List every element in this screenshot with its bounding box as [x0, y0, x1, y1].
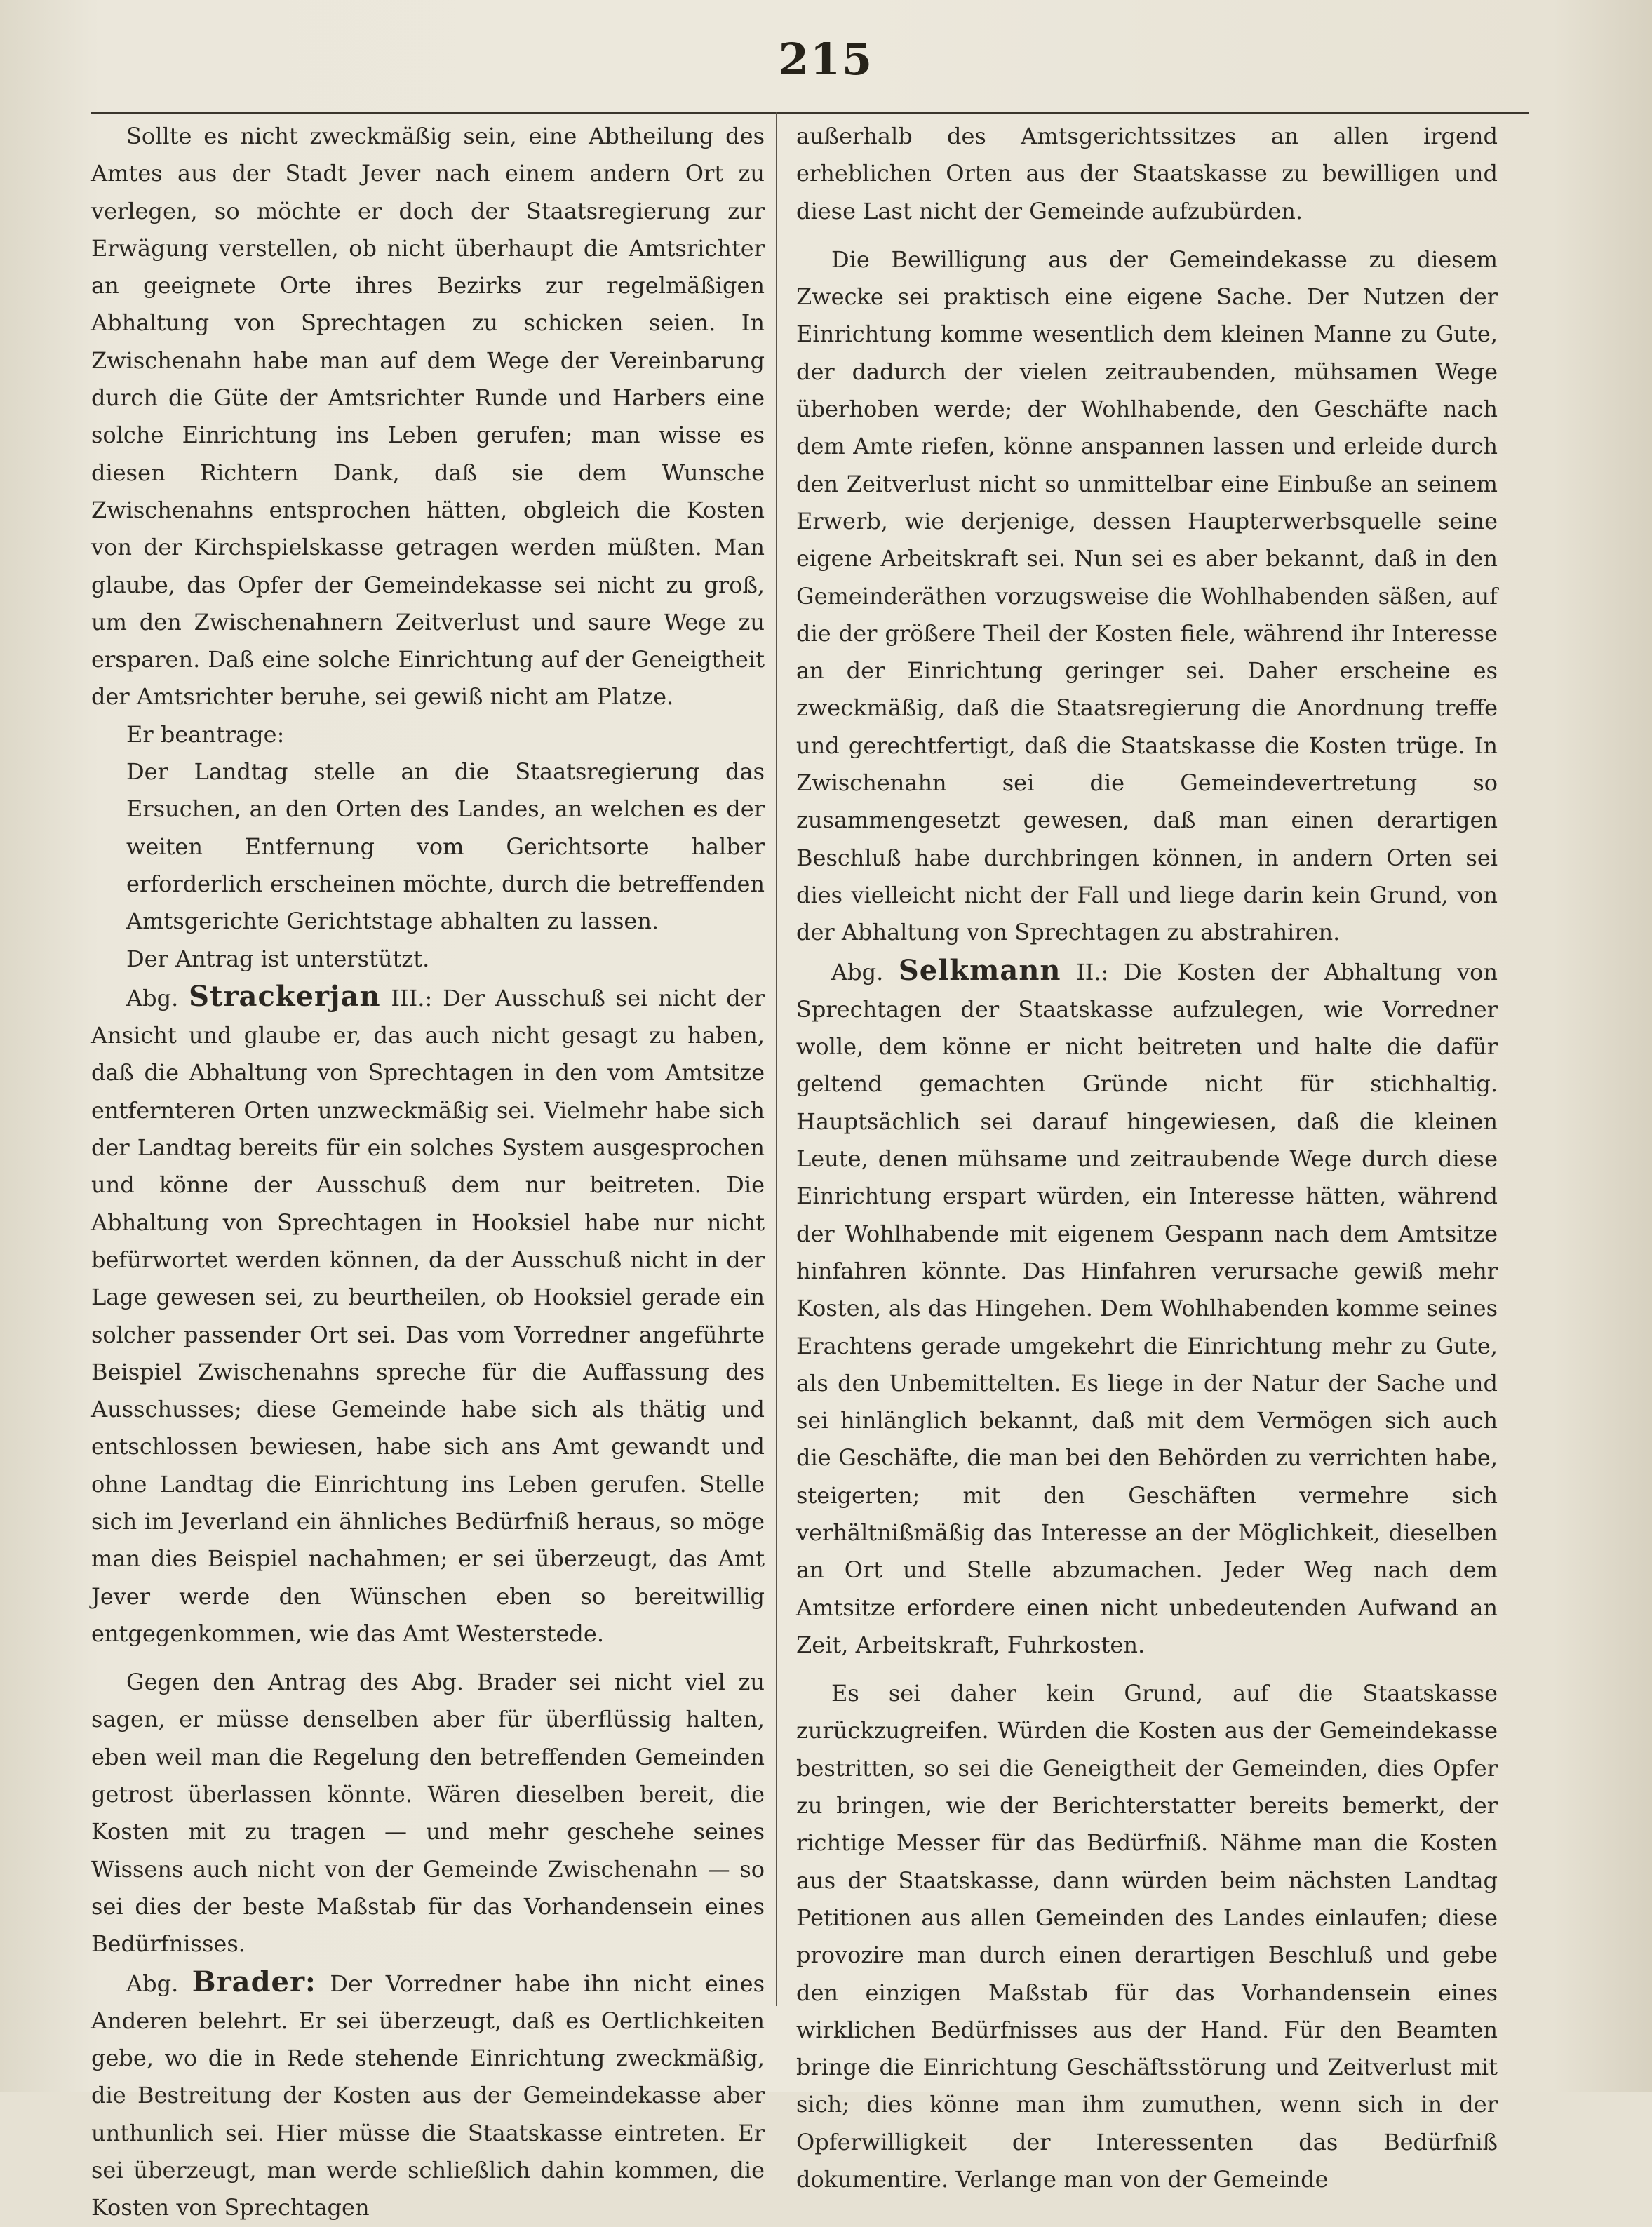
column-divider	[776, 112, 777, 2006]
paragraph: Gegen den Antrag des Abg. Brader sei nicht viel zu sagen, er müsse denselben aber für überflüssig halten, eben weil man die Regelung den betreffenden Gemeinden getrost überlassen könnte. Wären dieselben bereit, die Kosten mit zu tragen — und mehr geschehe seines Wissens auch nicht von der Gemeinde Zwischenahn — so sei dies der beste Maßstab für das Vorhandensein eines Bedürfnisses.	[91, 1669, 765, 1958]
speaker-name: Brader:	[192, 1965, 316, 1998]
speaker-prefix: Abg.	[126, 1970, 179, 1997]
paragraph: Sollte es nicht zweckmäßig sein, eine Abtheilung des Amtes aus der Stadt Jever nach einem andern Ort zu verlegen, so möchte er doch der Staatsregierung zur Erwägung verstellen, ob nicht überhaupt die Amtsrichter an geeignete Orte ihres Bezirks zur regelmäßigen Abhaltung von Sprechtagen zu schicken seien. In Zwischenahn habe man auf dem Wege der Vereinbarung durch die Güte der Amtsrichter Runde und Harbers eine solche Einrichtung ins Leben gerufen; man wisse es diesen Richtern Dank, daß sie dem Wunsche Zwischenahns entsprochen hätten, obgleich die Kosten von der Kirchspielskasse getragen werden müßten. Man glaube, das Opfer der Gemeindekasse sei nicht zu groß, um den Zwischenahnern Zeitverlust und saure Wege zu ersparen. Daß eine solche Einrichtung auf der Geneigtheit der Amtsrichter beruhe, sei gewiß nicht am Platze.	[91, 123, 765, 711]
paragraph: Der Antrag ist unterstützt.	[126, 945, 430, 972]
speech-text: II.: Die Kosten der Abhaltung von Sprechtagen der Staatskasse aufzulegen, wie Vorredner wolle, dem könne er nicht beitreten und halte die dafür geltend gemachten Gründe nicht für stichhaltig. Hauptsächlich sei darauf hingewiesen, daß die kleinen Leute, denen mühsame und zeitraubende Wege durch diese Einrichtung erspart würden, ein Interesse hätten, während der Wohlhabende mit eigenem Gespann nach dem Amtsitze hinfahren könnte. Das Hinfahren verursache gewiß mehr Kosten, als das Hingehen. Dem Wohlhabenden komme seines Erachtens gerade umgekehrt die Einrichtung mehr zu Gute, als den Unbemittelten. Es liege in der Natur der Sache und sei hinlänglich bekannt, daß mit dem Vermögen sich auch die Geschäfte, die man bei den Behörden zu verrichten habe, steigerten; mit den Geschäften vermehre sich verhältnißmäßig das Interesse an der Möglichkeit, dieselben an Ort und Stelle abzumachen. Jeder Weg nach dem Amtsitze erfordere einen nicht unbedeutenden Aufwand an Zeit, Arbeitskraft, Fuhrkosten.	[796, 958, 1498, 1658]
speech-text: Der Vorredner habe ihn nicht eines Anderen belehrt. Er sei überzeugt, daß es Oertlichkeiten gebe, wo die in Rede stehende Einrichtung zweckmäßig, die Bestreitung der Kosten aus der Gemeindekasse aber unthunlich sei. Hier müsse die Staatskasse eintreten. Er sei überzeugt, man werde schließlich dahin kommen, die Kosten von Sprechtagen	[91, 1970, 765, 2221]
speech-paragraph	[796, 952, 1498, 1664]
speaker-prefix: Abg.	[126, 984, 179, 1011]
header-rule	[91, 112, 1529, 114]
speaker-name: Selkmann	[898, 953, 1061, 987]
speech-paragraph	[91, 1963, 765, 2227]
page-number: 215	[778, 34, 874, 85]
speech-paragraph	[91, 978, 765, 1653]
left-column	[91, 118, 765, 2227]
right-column	[796, 118, 1498, 2198]
motion-text: Der Landtag stelle an die Staatsregierung das Ersuchen, an den Orten des Landes, an welchen es der weiten Entfernung vom Gerichtsorte halber erforderlich erscheinen möchte, durch die betreffenden Amtsgerichte Gerichtstage abhalten zu lassen.	[126, 758, 765, 935]
paragraph: Es sei daher kein Grund, auf die Staatskasse zurückzugreifen. Würden die Kosten aus der Gemeindekasse bestritten, so sei die Geneigtheit der Gemeinden, dies Opfer zu bringen, wie der Berichterstatter bereits bemerkt, der richtige Messer für das Bedürfniß. Nähme man die Kosten aus der Staatskasse, dann würden beim nächsten Landtag Petitionen aus allen Gemeinden des Landes einlaufen; diese provozire man durch einen derartigen Beschluß und gebe den einzigen Maßstab für das Vorhandensein eines wirklichen Bedürfnisses aus der Hand. Für den Beamten bringe die Einrichtung Geschäftsstörung und Zeitverlust mit sich; dies könne man ihm zumuthen, wenn sich in der Opferwilligkeit der Interessenten das Bedürfniß dokumentire. Verlange man von der Gemeinde	[796, 1680, 1498, 2193]
paragraph: Er beantrage:	[126, 720, 285, 748]
speaker-prefix: Abg.	[831, 958, 884, 985]
speaker-name: Strackerjan	[189, 979, 381, 1013]
paragraph: Die Bewilligung aus der Gemeindekasse zu diesem Zwecke sei praktisch eine eigene Sache. Der Nutzen der Einrichtung komme wesentlich dem kleinen Manne zu Gute, der dadurch der vielen zeitraubenden, mühsamen Wege überhoben werde; der Wohlhabende, den Geschäfte nach dem Amte riefen, könne anspannen lassen und erleide durch den Zeitverlust nicht so unmittelbar eine Einbuße an seinem Erwerb, wie derjenige, dessen Haupterwerbsquelle seine eigene Arbeitskraft sei. Nun sei es aber bekannt, daß in den Gemeinderäthen vorzugsweise die Wohlhabenden säßen, auf die der größere Theil der Kosten fiele, während ihr Interesse an der Einrichtung geringer sei. Daher erscheine es zweckmäßig, daß die Staatsregierung die Anordnung treffe und gerechtfertigt, daß die Staatskasse die Kosten trüge. In Zwischenahn sei die Gemeindevertretung so zusammengesetzt gewesen, daß man einen derartigen Beschluß habe durchbringen können, in andern Orten sei dies vielleicht nicht der Fall und liege darin kein Grund, von der Abhaltung von Sprechtagen zu abstrahiren.	[796, 245, 1498, 946]
speech-text: III.: Der Ausschuß sei nicht der Ansicht und glaube er, das auch nicht gesagt zu haben, daß die Abhaltung von Sprechtagen in den vom Amtsitze entfernteren Orten unzweckmäßig sei. Vielmehr habe sich der Landtag bereits für ein solches System ausgesprochen und könne der Ausschuß dem nur beitreten. Die Abhaltung von Sprechtagen in Hooksiel habe nur nicht befürwortet werden können, da der Ausschuß nicht in der Lage gewesen sei, zu beurtheilen, ob Hooksiel gerade ein solcher passender Ort sei. Das vom Vorredner angeführte Beispiel Zwischenahns spreche für die Auffassung des Ausschusses; diese Gemeinde habe sich als thätig und entschlossen bewiesen, habe sich ans Amt gewandt und ohne Landtag die Einrichtung ins Leben gerufen. Stelle sich im Jeverland ein ähnliches Bedürfniß heraus, so möge man dies Beispiel nachahmen; er sei überzeugt, das Amt Jever werde den Wünschen eben so bereitwillig entgegenkommen, wie das Amt Westerstede.	[91, 984, 765, 1647]
paragraph: außerhalb des Amtsgerichtssitzes an allen irgend erheblichen Orten aus der Staatskasse zu bewilligen und diese Last nicht der Gemeinde aufzubürden.	[796, 123, 1498, 224]
